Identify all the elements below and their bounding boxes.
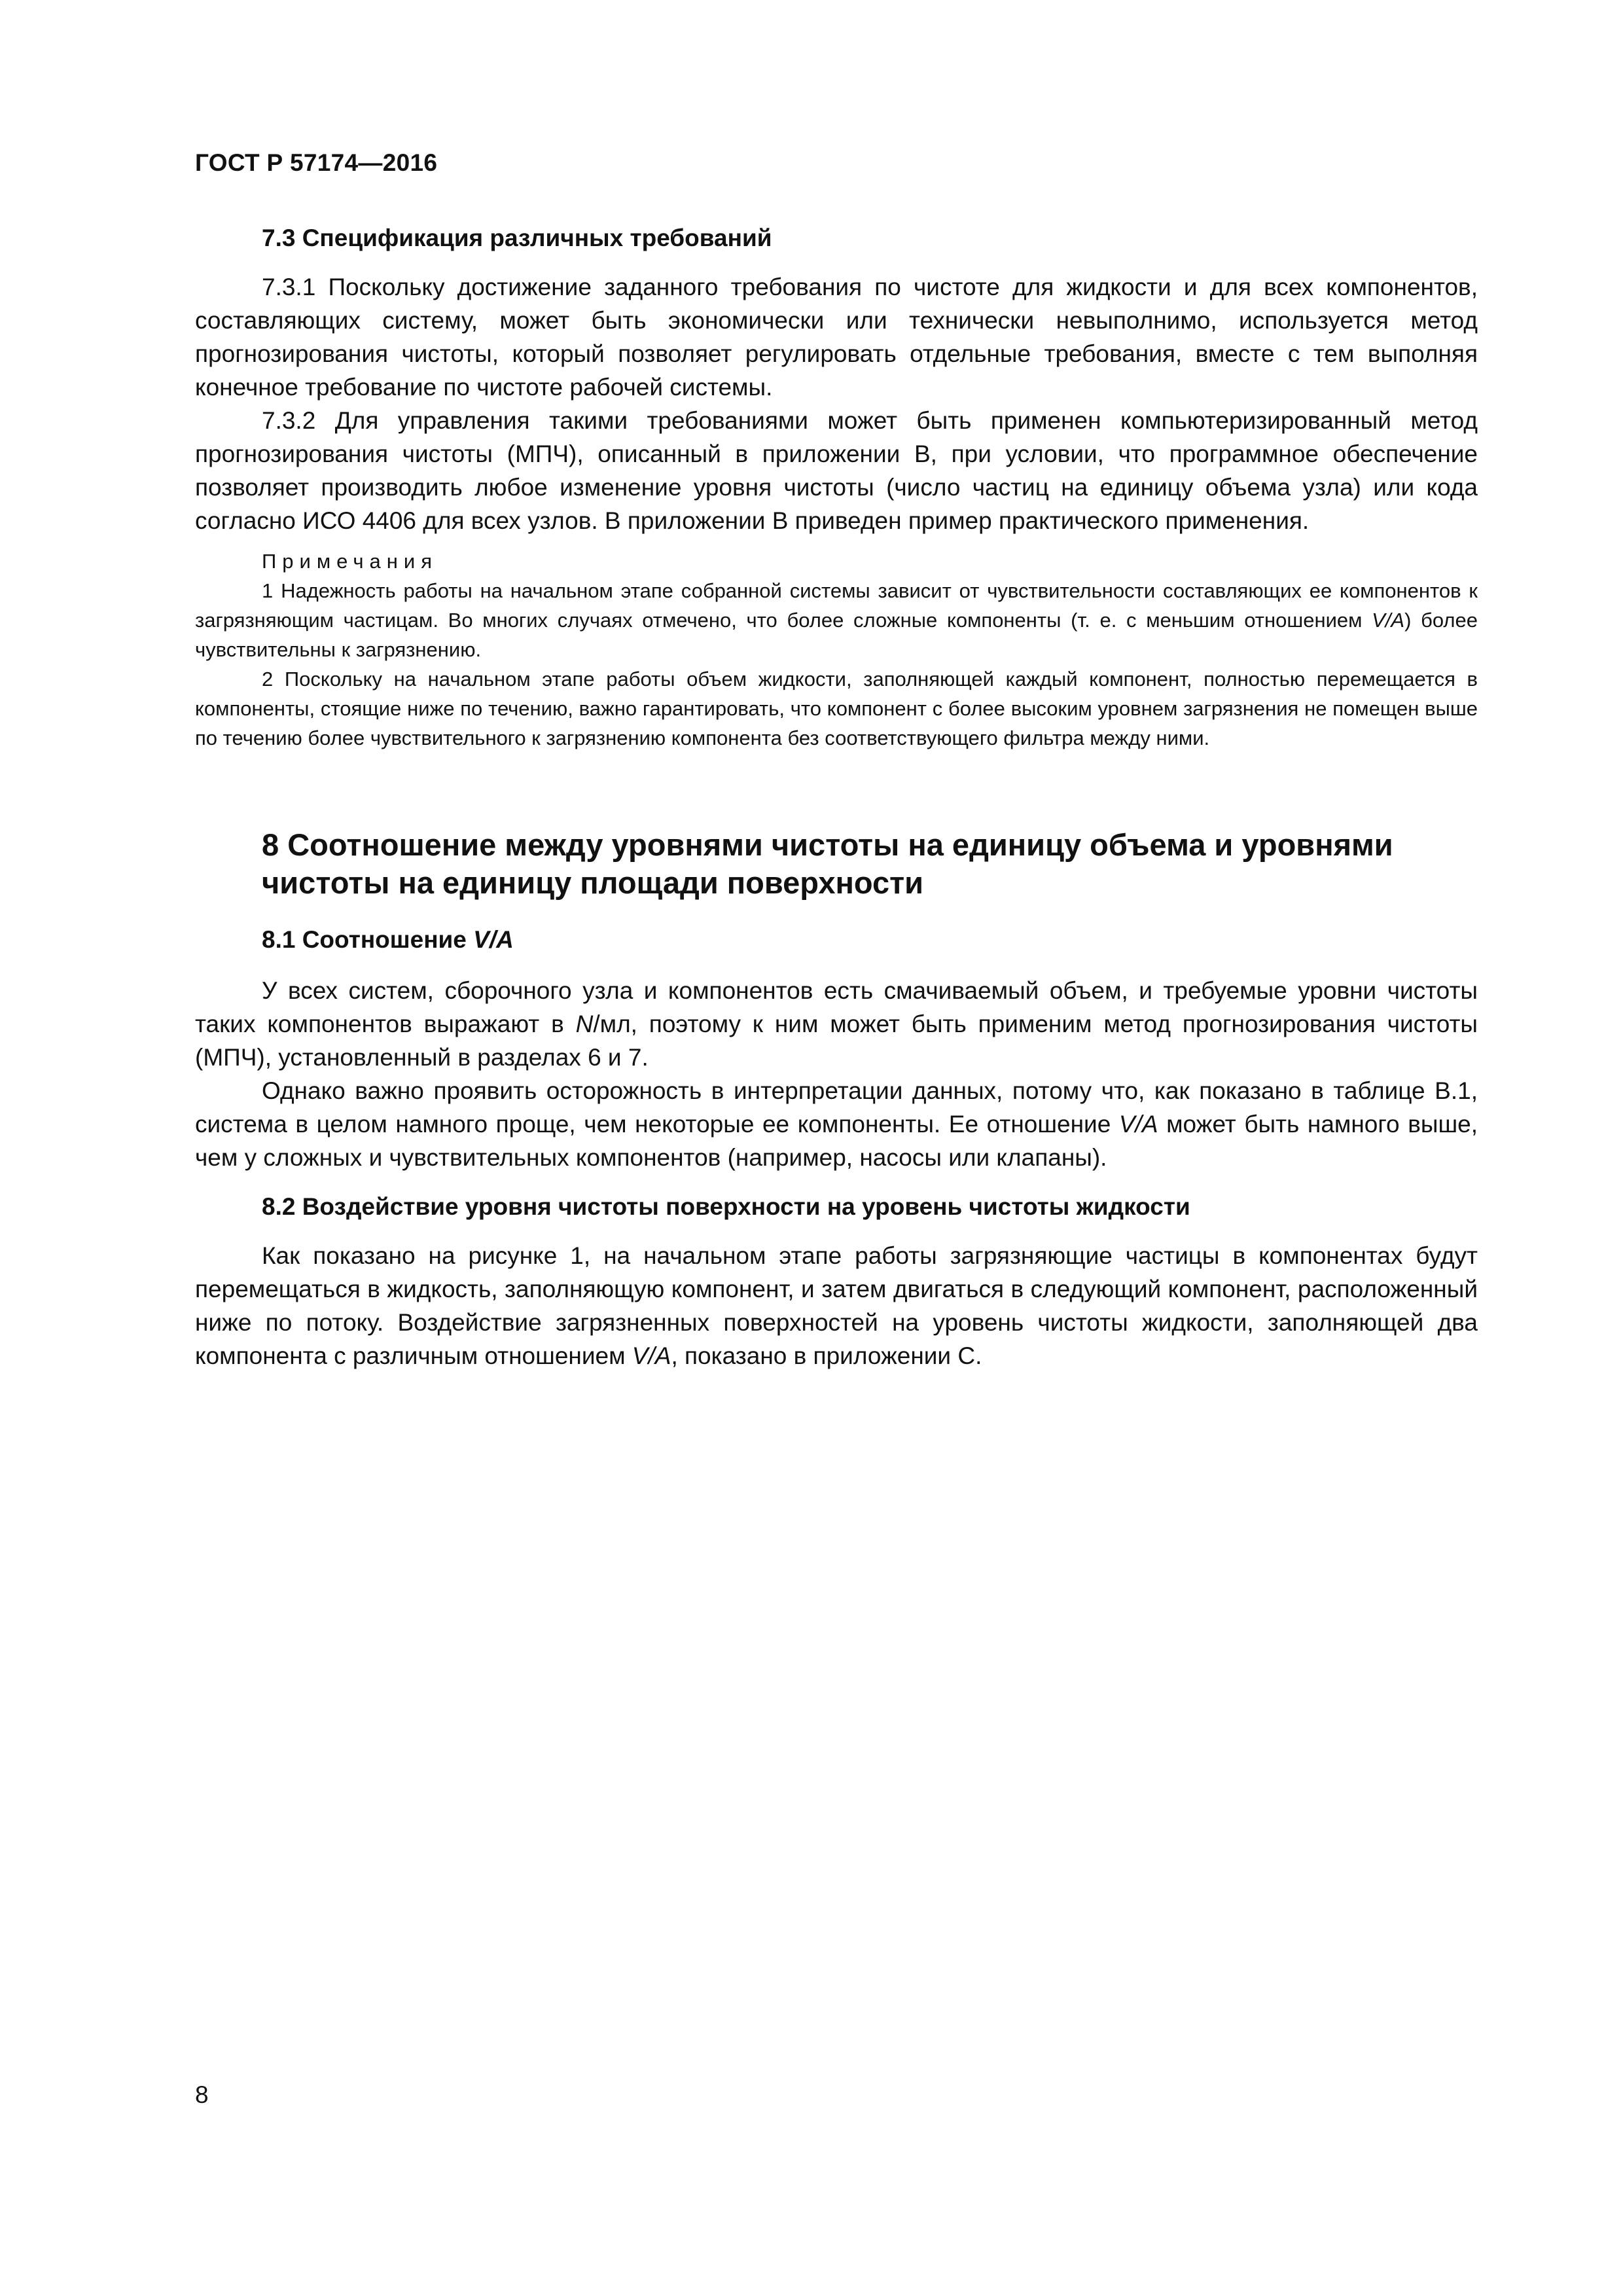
section-heading-8 [262,826,1479,902]
note-1 [195,576,1478,664]
section-heading-8-1 [262,926,514,954]
paragraph-8-2-text-a: Как показано на рисунке 1, на начальном этапе работы загрязняющие частицы в компонентах будут перемещаться в жидкость, заполняющую компонент, и затем двигаться в следующий компонент, расположенный ниже по потоку. Воздействие загрязненных поверхностей на уровень чистоты жидкости, заполняющей два компонента с различным отношением [195,1242,1478,1369]
section-heading-7-3: 7.3 Спецификация различных требований [262,224,772,251]
section-heading-8-line-1: 8 Соотношение между уровнями чистоты на единицу объема и уровнями [262,827,1393,862]
note-2: 2 Поскольку на начальном этапе работы объем жидкости, заполняющей каждый компонент, полностью перемещается в компоненты, стоящие ниже по течению, важно гарантировать, что компонент с более высоким уровнем загрязнения не помещен выше по течению более чувствительного к загрязнению компонента без соответствующего фильтра между ними. [195,668,1478,749]
note-1-text-b: ) более чувствительны к загрязнению. [195,609,1478,661]
paragraph-7-3-2: 7.3.2 Для управления такими требованиями может быть применен компьютеризированный метод прогнозирования чистоты (МПЧ), описанный в приложении В, при условии, что программное обеспечение позволяет производить любое изменение уровня чистоты (число частиц на единицу объема узла) или кода согласно ИСО 4406 для всех узлов. В приложении В приведен пример практического применения. [195,407,1478,534]
paragraph-8-1-a-text-a: У всех систем, сборочного узла и компонентов есть смачиваемый объем, и требуемые уровни чистоты таких компонентов выражают в [195,977,1478,1037]
paragraph-8-1-b [195,1074,1478,1174]
section-heading-8-line-2: чистоты на единицу площади поверхности [262,865,924,900]
paragraph-8-1-a [195,974,1478,1074]
paragraph-8-2-va: V/A [632,1342,671,1369]
paragraph-8-1-b-text-a: Однако важно проявить осторожность в интерпретации данных, потому что, как показано в таблице В.1, система в целом намного проще, чем некоторые ее компоненты. Ее отношение [195,1077,1478,1138]
section-8-2-body [195,1239,1478,1372]
document-code-header: ГОСТ Р 57174—2016 [195,149,438,176]
page-number: 8 [195,2081,209,2108]
section-7-3-body [195,270,1478,537]
note-1-text-a: 1 Надежность работы на начальном этапе собранной системы зависит от чувствительности составляющих ее компонентов к загрязняющим частицам. Во многих случаях отмечено, что более сложные компоненты (т. е. с меньшим отношением [195,579,1478,632]
notes-title [195,547,1478,576]
paragraph-8-1-b-va: V/A [1118,1111,1158,1138]
notes-title-text: Примечания [262,550,438,573]
notes-block [195,547,1478,753]
section-8-1-body [195,974,1478,1174]
paragraph-8-2-text-b: , показано в приложении С. [671,1342,982,1369]
section-heading-8-2: 8.2 Воздействие уровня чистоты поверхности на уровень чистоты жидкости [262,1193,1190,1220]
section-heading-8-1-text: 8.1 Соотношение [262,926,474,953]
section-heading-8-1-va: V/A [473,926,514,953]
paragraph-8-1-a-n: N [575,1011,594,1037]
paragraph-7-3-1: 7.3.1 Поскольку достижение заданного требования по чистоте для жидкости и для всех компонентов, составляющих систему, может быть экономически или технически невыполнимо, используется метод прогнозирования чистоты, который позволяет регулировать отдельные требования, вместе с тем выполняя конечное требование по чистоте рабочей системы. [195,274,1478,401]
paragraph-8-1-b-text-b: может быть намного выше, чем у сложных и чувствительных компонентов (например, насосы или клапаны). [195,1111,1478,1171]
note-1-va-term: V/A [1372,609,1405,632]
paragraph-8-2 [195,1239,1478,1372]
paragraph-8-1-a-text-b: /мл, поэтому к ним может быть применим метод прогнозирования чистоты (МПЧ), установленный в разделах 6 и 7. [195,1011,1478,1071]
